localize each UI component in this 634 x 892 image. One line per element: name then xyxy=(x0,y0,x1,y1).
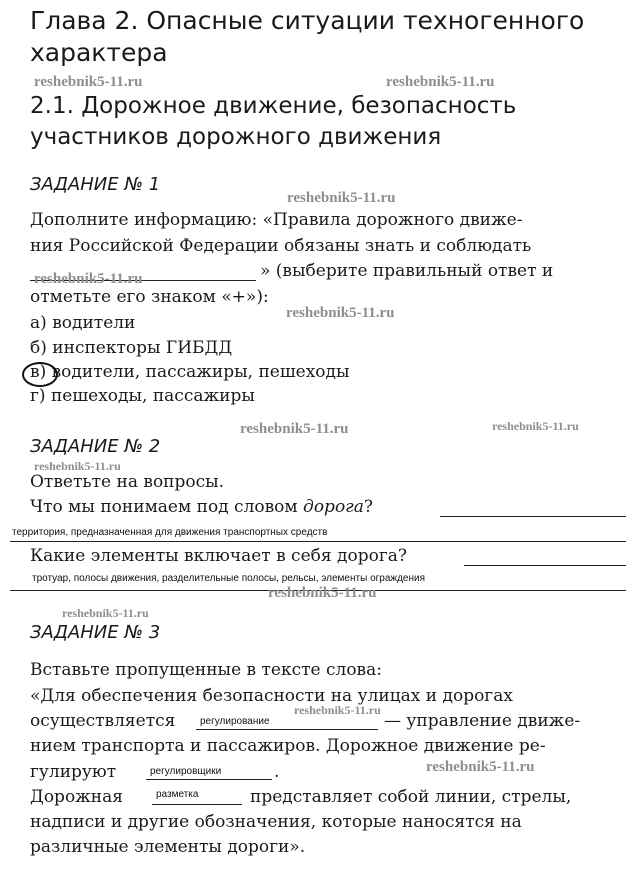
task1-text-line1: Дополните информацию: «Правила дорожного движе- xyxy=(30,210,523,230)
task3-line7: различные элементы дороги». xyxy=(30,837,306,857)
chapter-title-line1: Глава 2. Опасные ситуации техногенного xyxy=(30,6,585,35)
task3-line5-end: представляет собой линии, стрелы, xyxy=(250,787,572,807)
watermark: reshebnik5-11.ru xyxy=(34,459,121,473)
option-a xyxy=(30,313,135,333)
watermark: reshebnik5-11.ru xyxy=(426,759,535,775)
task1-text-line2: ния Российской Федерации обязаны знать и соблюдать xyxy=(30,236,532,256)
watermark: reshebnik5-11.ru xyxy=(287,190,396,206)
task2-heading: ЗАДАНИЕ № 2 xyxy=(30,436,161,457)
task3-line3: нием транспорта и пассажиров. Дорожное движение ре- xyxy=(30,736,546,756)
option-text: инспекторы ГИБДД xyxy=(52,338,233,358)
task3-blank1-answer: регулирование xyxy=(200,716,270,727)
section-title-line1: 2.1. Дорожное движение, безопасность xyxy=(30,93,517,119)
task1-text-line4: отметьте его знаком «+»): xyxy=(30,287,269,307)
task1-heading: ЗАДАНИЕ № 1 xyxy=(30,174,161,195)
section-title-line2: участников дорожного движения xyxy=(30,124,442,150)
task3-line2-start: осуществляется xyxy=(30,711,176,731)
watermark: reshebnik5-11.ru xyxy=(62,606,149,620)
watermark: reshebnik5-11.ru xyxy=(240,421,349,437)
question-text: Что мы понимаем под словом xyxy=(30,497,304,517)
answer-blank-line xyxy=(440,516,626,517)
task3-intro: Вставьте пропущенные в тексте слова: xyxy=(30,660,382,680)
watermark: reshebnik5-11.ru xyxy=(34,271,143,287)
option-text: водители xyxy=(52,313,136,333)
watermark: reshebnik5-11.ru xyxy=(386,74,495,90)
task3-line1: «Для обеспечения безопасности на улицах и дорогах xyxy=(30,686,513,706)
answer-blank-line xyxy=(152,804,242,805)
option-label: в) xyxy=(30,362,47,382)
task3-line4-end: . xyxy=(274,762,280,782)
watermark: reshebnik5-11.ru xyxy=(294,703,381,717)
option-label: а) xyxy=(30,313,47,333)
task3-line5-start: Дорожная xyxy=(30,787,124,807)
task2-answer2: тротуар, полосы движения, разделительные полосы, рельсы, элементы ограждения xyxy=(32,573,426,584)
option-text: пешеходы, пассажиры xyxy=(50,386,255,406)
option-text: водители, пассажиры, пешеходы xyxy=(51,362,350,382)
question-mark: ? xyxy=(363,497,374,517)
task3-line2-end: — управление движе- xyxy=(384,711,581,731)
option-label: б) xyxy=(30,338,47,358)
task3-blank3-answer: разметка xyxy=(156,789,199,800)
watermark: reshebnik5-11.ru xyxy=(286,305,395,321)
answer-blank-line xyxy=(464,565,626,566)
task3-line4-start: гулируют xyxy=(30,762,117,782)
task2-question1 xyxy=(30,497,373,517)
chapter-title-line2: характера xyxy=(30,38,168,67)
task3-blank2-answer: регулировщики xyxy=(150,766,222,777)
option-d xyxy=(30,386,255,406)
task2-question2: Какие элементы включает в себя дорога? xyxy=(30,546,407,566)
watermark: reshebnik5-11.ru xyxy=(268,585,377,601)
selected-answer-circle xyxy=(22,362,58,387)
option-b xyxy=(30,338,232,358)
option-c xyxy=(30,362,350,382)
answer-blank-line xyxy=(10,541,626,542)
task2-answer1: территория, предназначенная для движения транспортных средств xyxy=(12,527,328,538)
answer-blank-line xyxy=(196,729,378,730)
task3-heading: ЗАДАНИЕ № 3 xyxy=(30,622,161,643)
task2-intro: Ответьте на вопросы. xyxy=(30,472,225,492)
watermark: reshebnik5-11.ru xyxy=(492,419,579,433)
task3-line6: надписи и другие обозначения, которые наносятся на xyxy=(30,812,522,832)
option-label: г) xyxy=(30,386,46,406)
task1-text-line3: » (выберите правильный ответ и xyxy=(260,261,554,281)
question-keyword: дорога xyxy=(303,497,364,517)
watermark: reshebnik5-11.ru xyxy=(34,74,143,90)
answer-blank-line xyxy=(146,779,272,780)
